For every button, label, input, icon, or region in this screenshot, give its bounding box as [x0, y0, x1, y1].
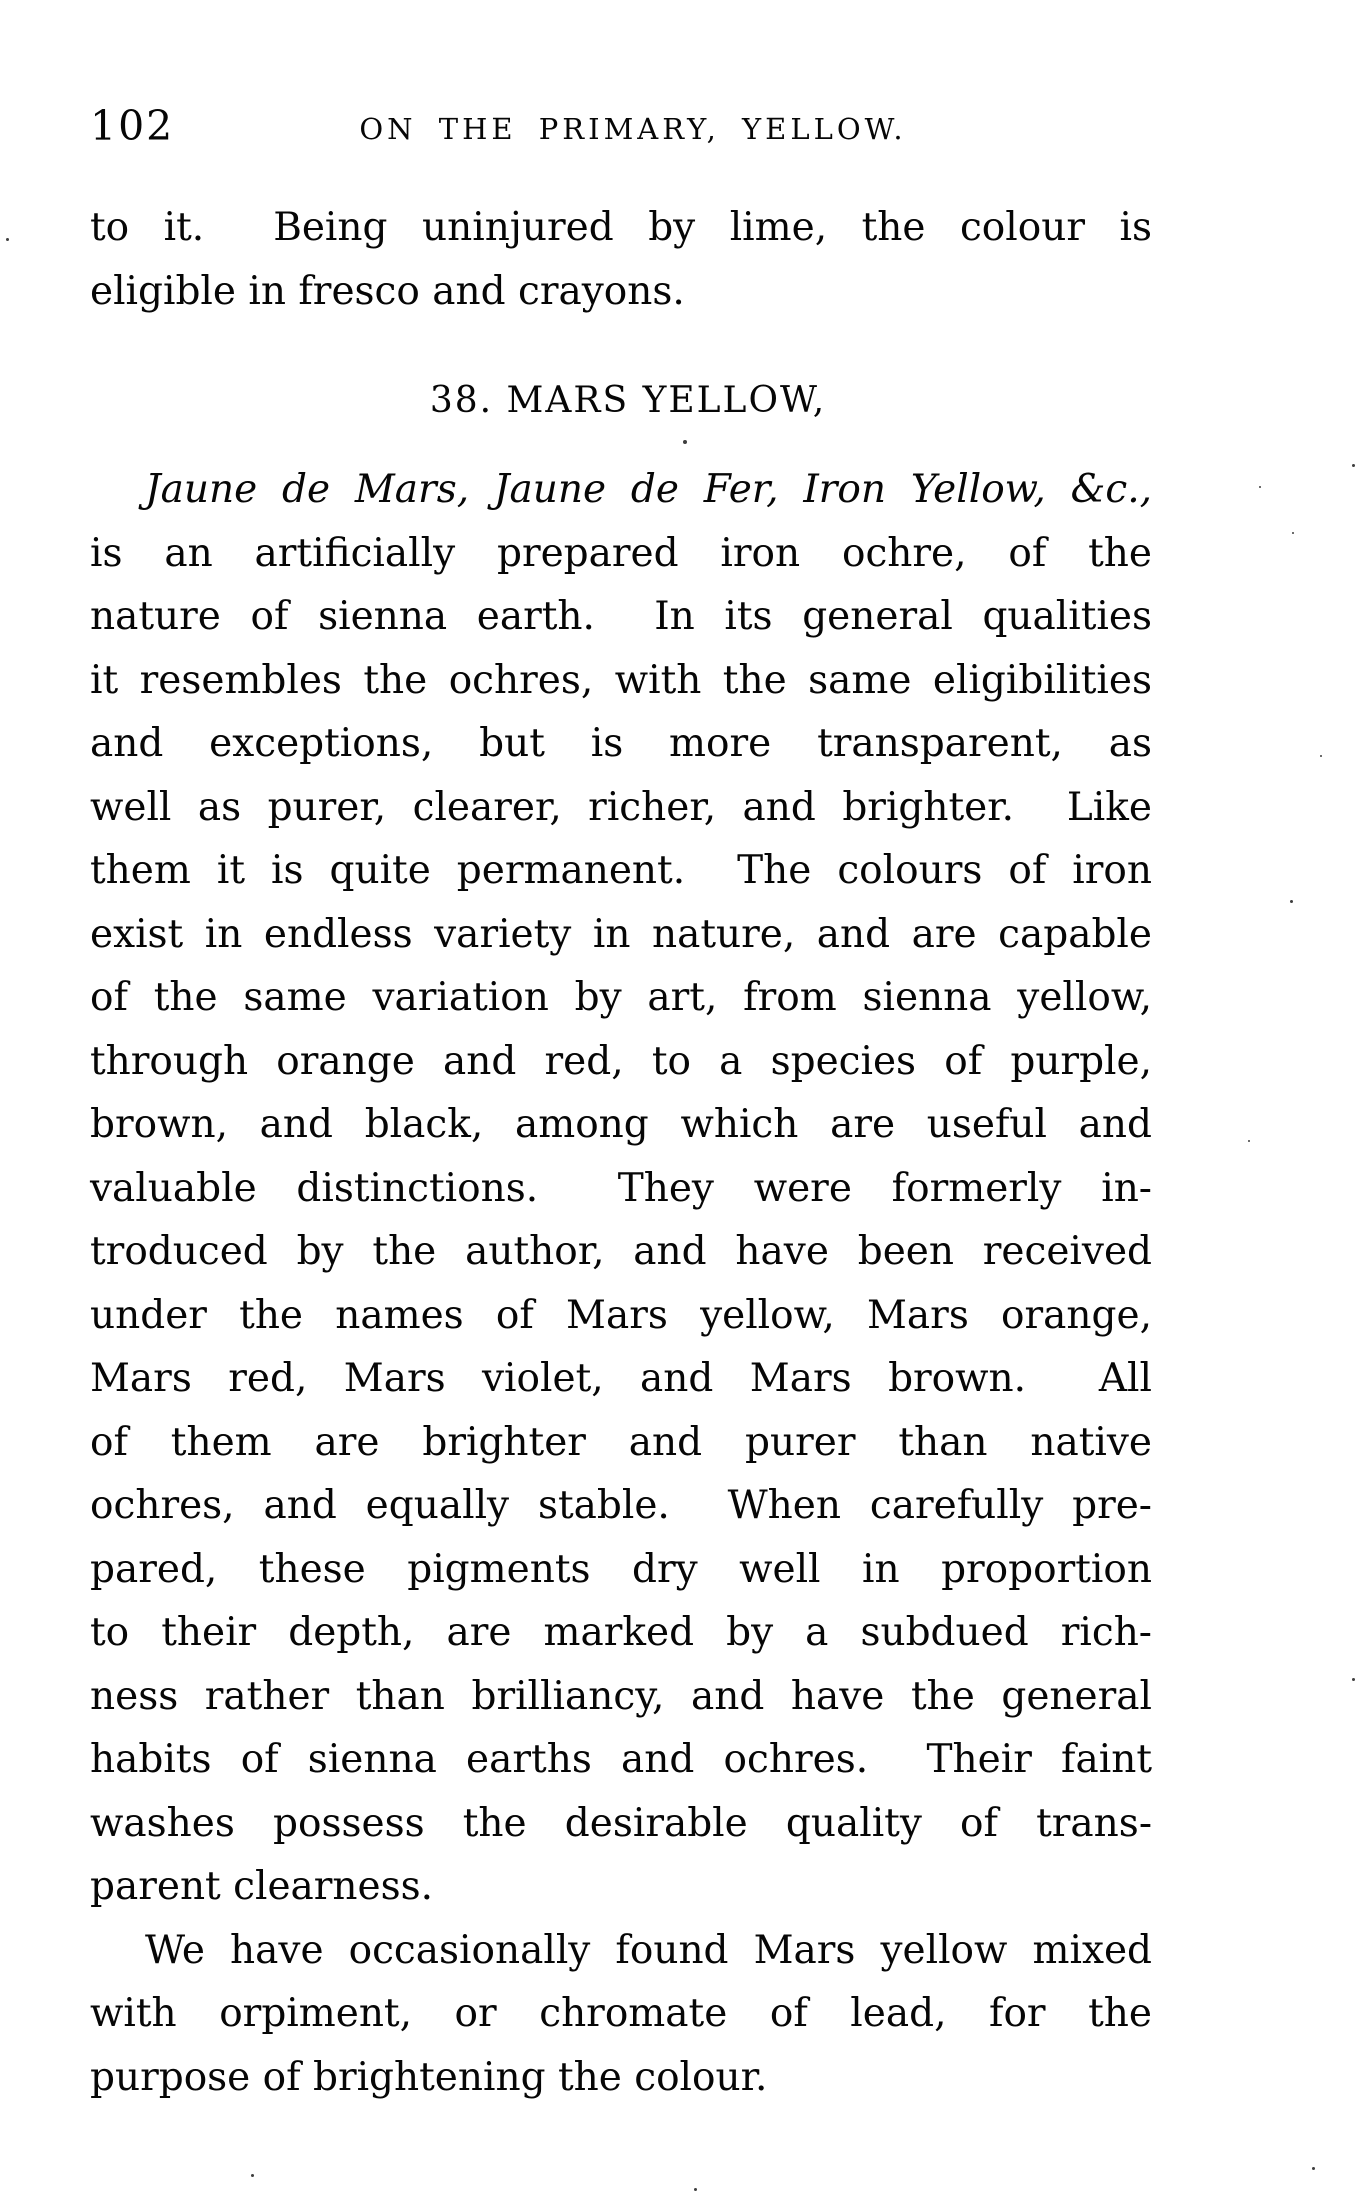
scan-speck — [1352, 464, 1355, 467]
text-line: eligible in fresco and crayons. — [90, 268, 685, 314]
text-line: troduced by the author, and have been received — [90, 1229, 1152, 1274]
page-header — [90, 100, 1152, 160]
text-line: them it is quite permanent. The colours of iron — [90, 848, 1152, 893]
text-line: parent clearness. — [90, 1864, 434, 1909]
scan-speck — [683, 440, 687, 444]
scan-speck — [1248, 1140, 1250, 1142]
scan-speck — [6, 238, 9, 241]
scan-speck — [694, 2188, 697, 2191]
text-line: brown, and black, among which are useful and — [90, 1102, 1152, 1147]
text-line: pared, these pigments dry well in proportion — [90, 1546, 1152, 1592]
text-line: is an artificially prepared iron ochre, of the — [90, 530, 1152, 576]
text-line: ness rather than brilliancy, and have the general — [90, 1673, 1152, 1719]
scan-speck — [1290, 900, 1293, 903]
scan-speck — [1320, 755, 1322, 757]
text-line: under the names of Mars yellow, Mars orange, — [90, 1292, 1152, 1338]
text-line: of them are brighter and purer than native — [90, 1419, 1152, 1465]
scan-speck — [1259, 486, 1261, 488]
text-line: with orpiment, or chromate of lead, for the — [90, 1991, 1152, 2036]
text-line: washes possess the desirable quality of trans- — [90, 1800, 1152, 1846]
text-line: Mars red, Mars violet, and Mars brown. All — [90, 1356, 1152, 1401]
text-line: valuable distinctions. They were formerly in- — [90, 1165, 1152, 1211]
text-line: ochres, and equally stable. When carefully pre- — [90, 1483, 1152, 1528]
text-line: to their depth, are marked by a subdued rich- — [90, 1610, 1152, 1655]
page-body — [90, 196, 1152, 2109]
scan-speck — [251, 2174, 254, 2177]
page-number: 102 — [90, 102, 175, 150]
text-line: and exceptions, but is more transparent, as — [90, 721, 1152, 766]
scan-speck — [1352, 1678, 1355, 1681]
text-line: We have occasionally found Mars yellow mixed — [145, 1927, 1152, 1973]
text-line: habits of sienna earths and ochres. Their faint — [90, 1737, 1152, 1782]
text-line: to it. Being uninjured by lime, the colour is — [90, 205, 1152, 250]
scan-speck — [1292, 532, 1294, 534]
running-header: ON THE PRIMARY, YELLOW. — [359, 112, 907, 146]
scan-speck — [1312, 2167, 1315, 2170]
text-line: Jaune de Mars, Jaune de Fer, Iron Yellow, &c., — [145, 467, 1152, 512]
text-line: purpose of brightening the colour. — [90, 2054, 768, 2100]
text-line: it resembles the ochres, with the same eligibilities — [90, 657, 1152, 703]
text-line: exist in endless variety in nature, and are capable — [90, 911, 1152, 957]
section-heading: 38. MARS YELLOW, — [429, 380, 827, 421]
text-line: well as purer, clearer, richer, and brighter. Like — [90, 784, 1152, 830]
text-line: of the same variation by art, from sienna yellow, — [90, 975, 1152, 1020]
text-line: through orange and red, to a species of purple, — [90, 1038, 1152, 1084]
text-line: nature of sienna earth. In its general qualities — [90, 594, 1152, 639]
